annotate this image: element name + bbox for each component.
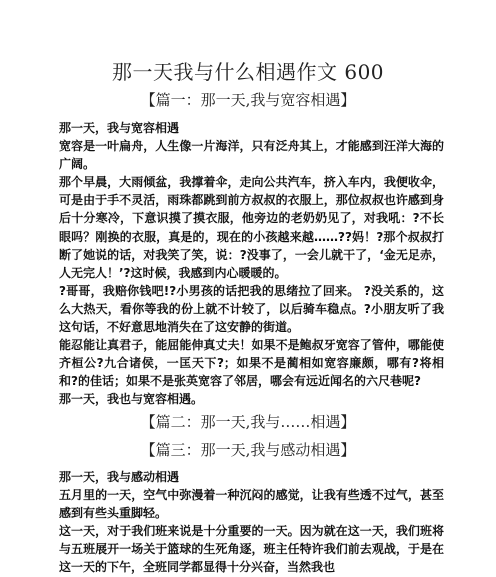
section-heading-1: 【篇一：那一天,我与宽容相遇】 bbox=[140, 91, 356, 109]
section-body-1 bbox=[59, 119, 444, 409]
paragraph: 那一天，我与感动相遇 bbox=[59, 470, 180, 484]
paragraph: 那一天，我与宽容相遇 bbox=[59, 121, 180, 135]
paragraph: 能忍能让真君子，能屈能伸真丈夫！如果不是鲍叔牙宽容了管仲，哪能使齐桓公?九合诸侯，一匡天下?；如果不是蔺相如宽容廉颇，哪有?将相和?的佳话；如果不是张英宽容了邻居，哪会有远近闻名的六尺巷呢? bbox=[59, 338, 444, 389]
section-body-3 bbox=[59, 468, 444, 577]
paragraph: 那个早晨，大雨倾盆，我撑着伞，走向公共汽车，挤入车内，我便收伞，可是由于手不灵活，雨珠都跳到前方叔叔的衣服上，那位叔叔也许感到身后十分寒冷，下意识摸了摸衣服，他旁边的老奶奶见了，对我吼：?不长眼吗？刚换的衣服，真是的，现在的小孩越来越……??妈！?那个叔叔打断了她说的话，对我笑了笑，说：?没事了，一会儿就干了，‘金无足赤，人无完人！’?这时候，我感到内心暖暖的。 bbox=[59, 175, 444, 280]
paragraph: 宽容是一叶扁舟，人生像一片海洋，只有泛舟其上，才能感到汪洋大海的广阔。 bbox=[59, 139, 444, 172]
paragraph: ?哥哥，我赔你钱吧!?小男孩的话把我的思绪拉了回来。 ?没关系的，这么大热天，看你等我的份上就不计较了，以后骑车稳点。?小朋友听了我这句话，不好意思地消失在了这安静的街道。 bbox=[59, 283, 444, 335]
paragraph: 这一天，对于我们班来说是十分重要的一天。因为就在这一天，我们班将与五班展开一场关于篮球的生死角逐，班主任特许我们前去观战，于是在这一天的下午，全班同学都显得十分兴奋，当然我也 bbox=[59, 524, 444, 575]
paragraph: 那一天，我也与宽容相遇。 bbox=[59, 392, 204, 407]
page-title: 那一天我与什么相遇作文 600 bbox=[111, 60, 385, 84]
section-heading-3: 【篇三：那一天,我与感动相遇】 bbox=[140, 441, 356, 459]
paragraph: 五月里的一天，空气中弥漫着一种沉闷的感觉，让我有些透不过气，甚至感到有些头重脚轻。 bbox=[59, 488, 444, 521]
section-heading-2: 【篇二：那一天,我与……相遇】 bbox=[140, 413, 356, 431]
